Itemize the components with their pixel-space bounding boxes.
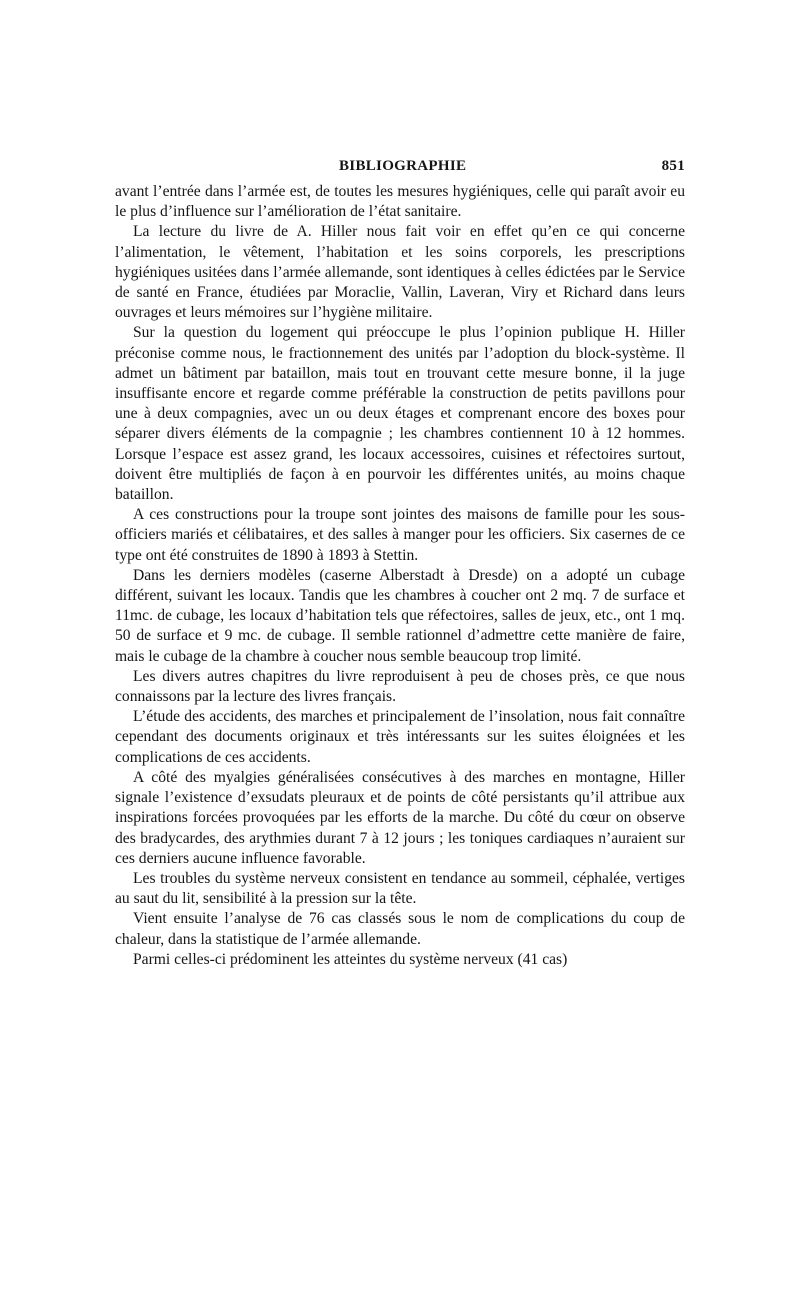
paragraph-6: Les divers autres chapitres du livre reproduisent à peu de choses près, ce que nous connaissons par la lecture des livres français. [115, 667, 685, 706]
page-number: 851 [661, 158, 685, 174]
paragraph-9: Les troubles du système nerveux consistent en tendance au sommeil, céphalée, vertiges au saut du lit, sensibilité à la pression sur la tête. [115, 869, 685, 908]
paragraph-4: A ces constructions pour la troupe sont jointes des maisons de famille pour les sous-officiers mariés et célibataires, et des salles à manger pour les officiers. Six casernes de ce type ont été construites de 1890 à 1893 à Stettin. [115, 506, 685, 564]
paragraph-7: L’étude des accidents, des marches et principalement de l’insolation, nous fait connaître cependant des documents originaux et très intéressants sur les suites éloignées et les complications de ces accidents. [115, 708, 685, 766]
body-text [115, 182, 685, 970]
paragraph-10: Vient ensuite l’analyse de 76 cas classés sous le nom de complications du coup de chaleur, dans la statistique de l’armée allemande. [115, 910, 685, 948]
paragraph-8: A côté des myalgies généralisées consécutives à des marches en montagne, Hiller signale l’existence d’exsudats pleuraux et de points de côté persistants qu’il attribue aux inspirations forcées provoquées par les efforts de la marche. Du côté du cœur on observe des bradycardes, des arythmies durant 7 à 12 jours ; les toniques cardiaques n’auraient sur ces derniers aucune influence favorable. [115, 768, 685, 867]
running-header [115, 158, 685, 182]
page [115, 158, 685, 970]
paragraph-11: Parmi celles-ci prédominent les atteintes du système nerveux (41 cas) [133, 950, 568, 968]
paragraph-1: avant l’entrée dans l’armée est, de toutes les mesures hygiéniques, celle qui paraît avoir eu le plus d’influence sur l’amélioration de l’état sanitaire. [115, 183, 685, 221]
paragraph-3: Sur la question du logement qui préoccupe le plus l’opinion publique H. Hiller préconise comme nous, le fractionnement des unités par l’adoption du block-système. Il admet un bâtiment par bataillon, mais tout en trouvant cette mesure bonne, il la juge insuffisante encore et regarde comme préférable la construction de petits pavillons pour une à deux compagnies, avec un ou deux étages et comprenant encore des boxes pour séparer divers éléments de la compagnie ; les chambres contiennent 10 à 12 hommes. Lorsque l’espace est assez grand, les locaux accessoires, cuisines et réfectoires surtout, doivent être multipliés de façon à en pourvoir les différentes unités, au moins chaque bataillon. [115, 324, 685, 504]
paragraph-2: La lecture du livre de A. Hiller nous fait voir en effet qu’en ce qui concerne l’alimentation, le vêtement, l’habitation et les soins corporels, les prescriptions hygiéniques usitées dans l’armée allemande, sont identiques à celles édictées par le Service de santé en France, étudiées par Moraclie, Vallin, Laveran, Viry et Richard dans leurs ouvrages et leurs mémoires sur l’hygiène militaire. [115, 223, 685, 322]
header-title: BIBLIOGRAPHIE [339, 158, 467, 174]
paragraph-5: Dans les derniers modèles (caserne Alberstadt à Dresde) on a adopté un cubage différent, suivant les locaux. Tandis que les chambres à coucher ont 2 mq. 7 de surface et 11mc. de cubage, les locaux d’habitation tels que réfectoires, salles de jeux, etc., ont 1 mq. 50 de surface et 9 mc. de cubage. Il semble rationnel d’admettre cette manière de faire, mais le cubage de la chambre à coucher nous semble beaucoup trop limité. [115, 566, 685, 665]
